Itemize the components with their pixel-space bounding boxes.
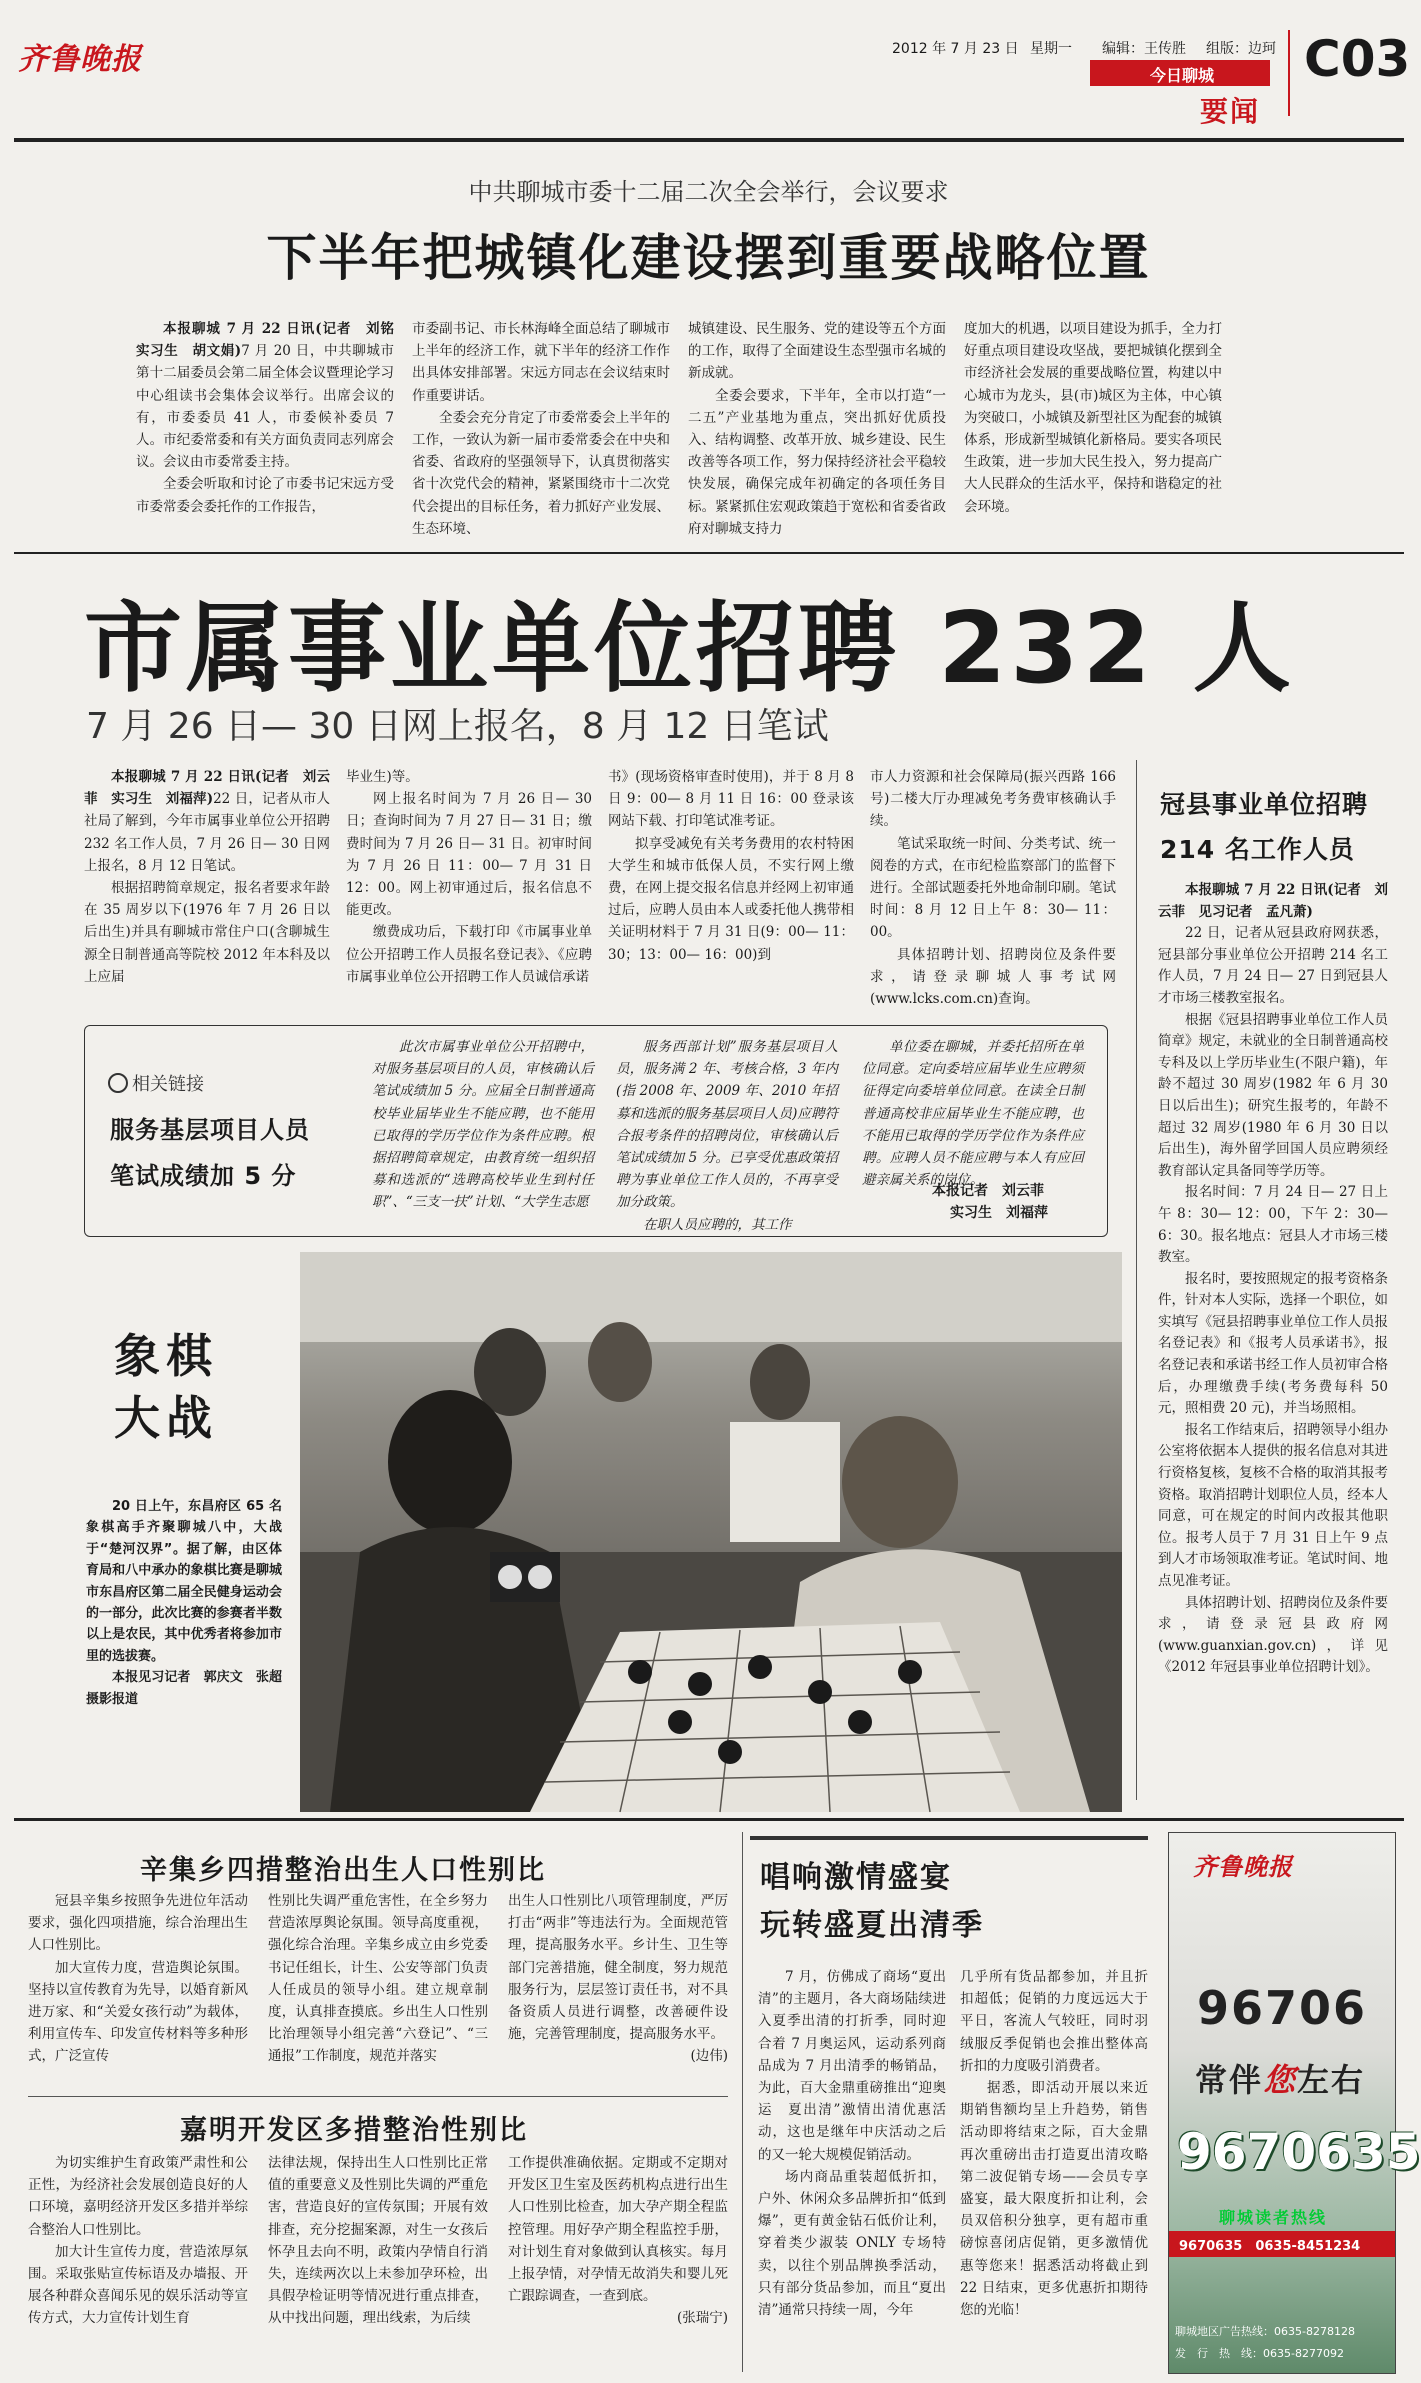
ad-slogan: 常伴您左右 (1195, 2061, 1366, 2099)
related-link-title-2: 笔试成绩加 5 分 (110, 1162, 297, 1190)
article2-subhead: 7 月 26 日— 30 日网上报名，8 月 12 日笔试 (86, 706, 829, 747)
section-subtitle: 要闻 (1200, 95, 1261, 128)
article2-byline: 本报聊城 7 月 22 日讯(记者 刘云菲 实习生 刘福萍) (84, 769, 330, 808)
photo-title-2: 大战 (114, 1391, 218, 1445)
issue-weekday: 星期一 (1030, 41, 1072, 57)
side-article-rule (1136, 760, 1137, 1800)
side-article-headline-2: 214 名工作人员 (1160, 835, 1355, 864)
article1-headline: 下半年把城镇化建设摆到重要战略位置 (266, 229, 1151, 287)
related-reporter-1: 本报记者 刘云菲 (932, 1183, 1044, 1199)
bottom3-headline-2: 玩转盛夏出清季 (760, 1908, 984, 1943)
bottom-vrule (742, 1832, 743, 2372)
article2-col1: 本报聊城 7 月 22 日讯(记者 刘云菲 实习生 刘福萍)22 日，记者从市人社局了解到，今年市属事业单位公开招聘 232 名工作人员，7 月 26 日— 30 日网上报名，8 月 12 日笔试。 根据招聘简章规定，报名者要求年龄在 35 周岁以下(1976 年 7 月 26 日以后出生)并具有聊城市常住户口(含聊城生源全日制普通高等院校 2012 年本科及以上应届 (84, 769, 330, 985)
side-article-body: 本报聊城 7 月 22 日讯(记者 刘云菲 见习记者 孟凡萧) 22 日，记者从冠县政府网获悉，冠县部分事业单位公开招聘 214 名工作人员，7 月 24 日— 27 日到冠县人才市场三楼教室报名。 根据《冠县招聘事业单位工作人员简章》规定，未就业的全日制普通高校专科及以上学历毕业生(不限户籍)，年龄不超过 30 周岁(1982 年 6 月 30 日以后出生)；研究生报考的，年龄不超过 32 周岁(1980 年 6 月 30 日以后出生)，海外留学回国人员应聘须经教育部认定具备同等学历等。 报名时间：7 月 24 日— 27 日上午 8：30— 12：00，下午 2：30— 6：30。报名地点：冠县人才市场三楼教室。 报名时，要按照规定的报考资格条件，针对本人实际，选择一个职位，如实填写《冠县招聘事业单位工作人员报名登记表》和《报考人员承诺书》，报名登记表和承诺书经工作人员初审合格后，办理缴费手续(考务费每科 50 元，照相费 20 元)，并当场照相。 报名工作结束后，招聘领导小组办公室将依据本人提供的报名信息对其进行资格复核，复核不合格的取消其报考资格。取消招聘计划职位人员，经本人同意，可在规定的时间内改报其他职位。报考人员于 7 月 31 日上午 9 点到人才市场领取准考证。笔试时间、地点见准考证。 具体招聘计划、招聘岗位及条件要求，请登录冠县政府网(www.guanxian.gov.cn)，详见《2012 年冠县事业单位招聘计划》。 (1158, 882, 1388, 1676)
ad-hotline-nums: 9670635 0635-8451234 (1179, 2239, 1361, 2254)
masthead (0, 0, 1417, 128)
photo-caption: 20 日上午，东昌府区 65 名象棋高手齐聚聊城八中，大战于“楚河汉界”。据了解，由区体育局和八中承办的象棋比赛是聊城市东昌府区第二届全民健身运动会的一部分，此次比赛的参赛者半数以上是农民，其中优秀者将参加市里的选拔赛。 本报见习记者 郭庆文 张超 摄影报道 (86, 1499, 296, 1707)
side-article-headline-1: 冠县事业单位招聘 (1160, 790, 1369, 819)
ad-footer-1: 聊城地区广告热线：0635-8278128 (1175, 2325, 1355, 2338)
bottom2-col3: 工作提供准确依据。定期或不定期对开发区卫生室及医药机构点进行出生人口性别比检查，加大孕产期全程监控管理。用好孕产期全程监控手册，对计划生育对象做到认真核实。每月上报孕情，对孕情无故消失和婴儿死亡跟踪调查，一查到底。 (张瑞宁) (508, 2155, 728, 2327)
related-reporter-2: 实习生 刘福萍 (950, 1205, 1048, 1221)
layout-credit: 组版：边珂 (1206, 41, 1276, 57)
paper-logo: 齐鲁晚报 (18, 42, 142, 77)
bottom3-header-bar (750, 1836, 1148, 1840)
article1-kicker: 中共聊城市委十二届二次全会举行，会议要求 (468, 178, 949, 206)
bottom3-col1: 7 月，仿佛成了商场“夏出清”的主题月，各大商场陆续进入夏季出清的打折季，同时迎合着 7 月奥运风，运动系列商品成为 7 月出清季的畅销品，为此，百大金鼎重磅推出“迎奥运 夏出清”激情出清优惠活动，这也是继年中庆活动之后的又一轮大规模促销活动。 场内商品重装超低折扣，户外、休闲众多品牌折扣“低到爆”，更有黄金钻石低价让利，穿着类少淑装 ONLY 专场特卖，以往个别品牌换季活动，只有部分货品参加，而且“夏出清”通常只持续一周，今年 (758, 1969, 946, 2319)
link-circle-icon (108, 1073, 128, 1093)
editor-credit: 编辑：王传胜 (1102, 41, 1186, 57)
related-link-title-1: 服务基层项目人员 (110, 1116, 310, 1144)
photo-title-1: 象棋 (114, 1329, 218, 1383)
related-col2: 服务西部计划”服务基层项目人员，服务满 2 年、考核合格，3 年内(指 2008 年、2009 年、2010 年招募和选派的服务基层项目人员)应聘符合报考条件的招聘岗位，审核确认后笔试成绩加 5 分。已享受优惠政策招聘为事业单位工作人员的，不再享受加分政策。 在职人员应聘的，其工作 (616, 1039, 838, 1233)
article2-col2: 毕业生)等。 网上报名时间为 7 月 26 日— 30 日；查询时间为 7 月 27 日— 31 日；缴费时间为 7 月 26 日— 31 日。初审时间为 7 月 26 日 11：00— 7 月 31 日 12：00。网上初审通过后，报名信息不能更改。 缴费成功后，下载打印《市属事业单位公开招聘工作人员报名登记表》、《应聘市属事业单位公开招聘工作人员诚信承诺 (346, 769, 592, 985)
issue-date: 2012 年 7 月 23 日 (892, 41, 1019, 57)
ad-number-2: 9670635 (1177, 2123, 1421, 2181)
chess-photo (300, 1252, 1122, 1812)
article1-col1: 本报聊城 7 月 22 日讯(记者 刘铭 实习生 胡文娟)7 月 20 日，中共聊城市第十二届委员会第二届全体会议暨理论学习中心组读书会集体会议举行。出席会议的有，市委委员 41 人，市委候补委员 7 人。市纪委常委和有关方面负责同志列席会议。会议由市委常委主持。 全委会听取和讨论了市委书记宋远方受市委常委会委托作的工作报告， (136, 321, 408, 515)
chess-photo-art (300, 1252, 1122, 1812)
related-col1: 此次市属事业单位公开招聘中，对服务基层项目的人员，审核确认后笔试成绩加 5 分。应届全日制普通高校毕业届毕业生不能应聘，也不能用已取得的学历学位作为条件应聘。根据招聘简章规定，由教育统一组织招募和选派的“选聘高校毕业生到村任职”、“三支一扶”计划、“大学生志愿 (372, 1039, 594, 1211)
bottom1-col1: 冠县辛集乡按照争先进位年活动要求，强化四项措施，综合治理出生人口性别比。 加大宣传力度，营造舆论氛围。坚持以宣传教育为先导，以婚育新风进万家、和“关爱女孩行动”为载体，利用宣传车、印发宣传材料等多种形式，广泛宣传 (28, 1893, 248, 2065)
bottom3-headline-1: 唱响激情盛宴 (760, 1860, 952, 1895)
ad-number-1: 96706 (1197, 1981, 1368, 2035)
bottom-left-rule (28, 2096, 728, 2097)
ad-footer-2: 发 行 热 线：0635-8277092 (1175, 2347, 1344, 2360)
ad-brand: 齐鲁晚报 (1193, 1853, 1293, 1881)
bottom1-col3: 出生人口性别比八项管理制度，严厉打击“两非”等违法行为。全面规范管理，提高服务水平。乡计生、卫生等部门完善措施，健全制度，努力规范服务行为，层层签订责任书，对不具备资质人员进行调整，改善硬件设施，完善管理制度，提高服务水平。 (边伟) (508, 1893, 728, 2065)
article1-rule (14, 552, 1404, 554)
bottom1-headline: 辛集乡四措整治出生人口性别比 (140, 1855, 546, 1886)
bottom3-col2: 几乎所有货品都参加，并且折扣超低；促销的力度远远大于平日，客流人气较旺，同时羽绒服反季促销也会推出整体高折扣的力度吸引消费者。 据悉，即活动开展以来近期销售额均呈上升趋势，销售活动即将结束之际，百大金鼎再次重磅出击打造夏出清攻略第二波促销专场——会员专享盛宴，最大限度折扣让利，会员双倍积分独享，更有超市重磅惊喜闭店促销，更多激情优惠等您来！据悉活动将截止到 22 日结束，更多优惠折扣期待您的光临！ (960, 1969, 1148, 2319)
top-rule (14, 138, 1404, 142)
article1-col2: 市委副书记、市长林海峰全面总结了聊城市上半年的经济工作，就下半年的经济工作作出具体安排部署。宋远方同志在会议结束时作重要讲话。 全委会充分肯定了市委常委会上半年的工作，一致认为新一届市委常委会在中央和省委、省政府的坚强领导下，认真贯彻落实省十次党代会的精神，紧紧围绕市十二次党代会提出的目标任务，着力抓好产业发展、生态环境、 (412, 321, 670, 537)
related-link-tag: 相关链接 (108, 1070, 204, 1096)
article1-col4: 度加大的机遇，以项目建设为抓手，全力打好重点项目建设攻坚战，要把城镇化摆到全市经济社会发展的重要战略位置，构建以中心城市为龙头，县(市)城区为主体，中心镇为突破口，小城镇及新型社区为配套的城镇体系，形成新型城镇化新格局。要实各项民生政策，进一步加大民生投入，努力提高广大人民群众的生活水平，保持和谐稳定的社会环境。 (964, 321, 1222, 515)
middle-rule (14, 1818, 1404, 1821)
article2-col3: 书》(现场资格审查时使用)，并于 8 月 8 日 9：00— 8 月 11 日 16：00 登录该网站下载、打印笔试准考证。 拟享受减免有关考务费用的农村特困大学生和城市低保人员，不实行网上缴费，在网上提交报名信息并经网上初审通过后，应聘人员由本人或委托他人携带相关证明材料于 7 月 31 日(9：00— 11：30；13：00— 16：00)到 (608, 769, 854, 963)
bottom2-headline: 嘉明开发区多措整治性别比 (180, 2115, 528, 2146)
article1-byline: 本报聊城 7 月 22 日讯(记者 刘铭 实习生 胡文娟) (136, 321, 408, 360)
article2-col4: 市人力资源和社会保障局(振兴西路 166 号)二楼大厅办理减免考务费审核确认手续。 笔试采取统一时间、分类考试、统一阅卷的方式，在市纪检监察部门的监督下进行。全部试题委托外地命制印刷。笔试时间：8 月 12 日上午 8：30— 11：00。 具体招聘计划、招聘岗位及条件要求，请登录聊城人事考试网(www.lcks.com.cn)查询。 (870, 769, 1116, 1008)
bottom1-col2: 性别比失调严重危害性，在全乡努力营造浓厚舆论氛围。领导高度重视，强化综合治理。辛集乡成立由乡党委书记任组长，计生、公安等部门负责人任成员的领导小组。建立规章制度，认真排查摸底。乡出生人口性别比治理领导小组完善“六登记”、“三通报”工作制度，规范并落实 (268, 1893, 488, 2065)
side-article-byline: 本报聊城 7 月 22 日讯(记者 刘云菲 见习记者 孟凡萧) (1158, 882, 1388, 920)
article1-col3: 城镇建设、民生服务、党的建设等五个方面的工作，取得了全面建设生态型强市名城的新成就。 全委会要求，下半年，全市以打造“一二五”产业基地为重点，突出抓好优质投入、结构调整、改革开放、城乡建设、民生改善等各项工作，努力保持经济社会平稳较快发展，确保完成年初确定的各项任务目标。紧紧抓住宏观政策趋于宽松和省委省政府对聊城支持力 (688, 321, 946, 537)
related-col3: 单位委在聊城，并委托招所在单位同意。定向委培应届毕业生应聘须征得定向委培单位同意。在读全日制普通高校非应届毕业生不能应聘，也不能用已取得的学历学位作为条件应聘。应聘人员不能应聘与本人有应回避亲属关系的岗位。 (862, 1039, 1084, 1189)
page-number: C03 (1304, 30, 1411, 88)
masthead-divider (1288, 30, 1290, 116)
ad-panel (1168, 1832, 1421, 2374)
bottom2-col2: 法律法规，保持出生人口性别比正常值的重要意义及性别比失调的严重危害，营造良好的宣传氛围；开展有效排查，充分挖掘案源，对生一女孩后怀孕且去向不明，政策内孕情自行消失，连续两次以上未参加孕环检，出具假孕检证明等情况进行重点排查，从中找出问题，理出线索，为后续 (268, 2155, 488, 2327)
section-name: 今日聊城 (1150, 66, 1215, 85)
article2-headline: 市属事业单位招聘 232 人 (84, 592, 1295, 706)
ad-hotline-label: 聊城读者热线 (1219, 2208, 1328, 2227)
bottom2-col1: 为切实维护生育政策严肃性和公正性，为经济社会发展创造良好的人口环境，嘉明经济开发区多措并举综合整治人口性别比。 加大计生宣传力度，营造浓厚氛围。采取张贴宣传标语及办墙报、开展各种群众喜闻乐见的娱乐活动等宣传方式，大力宣传计划生育 (28, 2155, 248, 2327)
